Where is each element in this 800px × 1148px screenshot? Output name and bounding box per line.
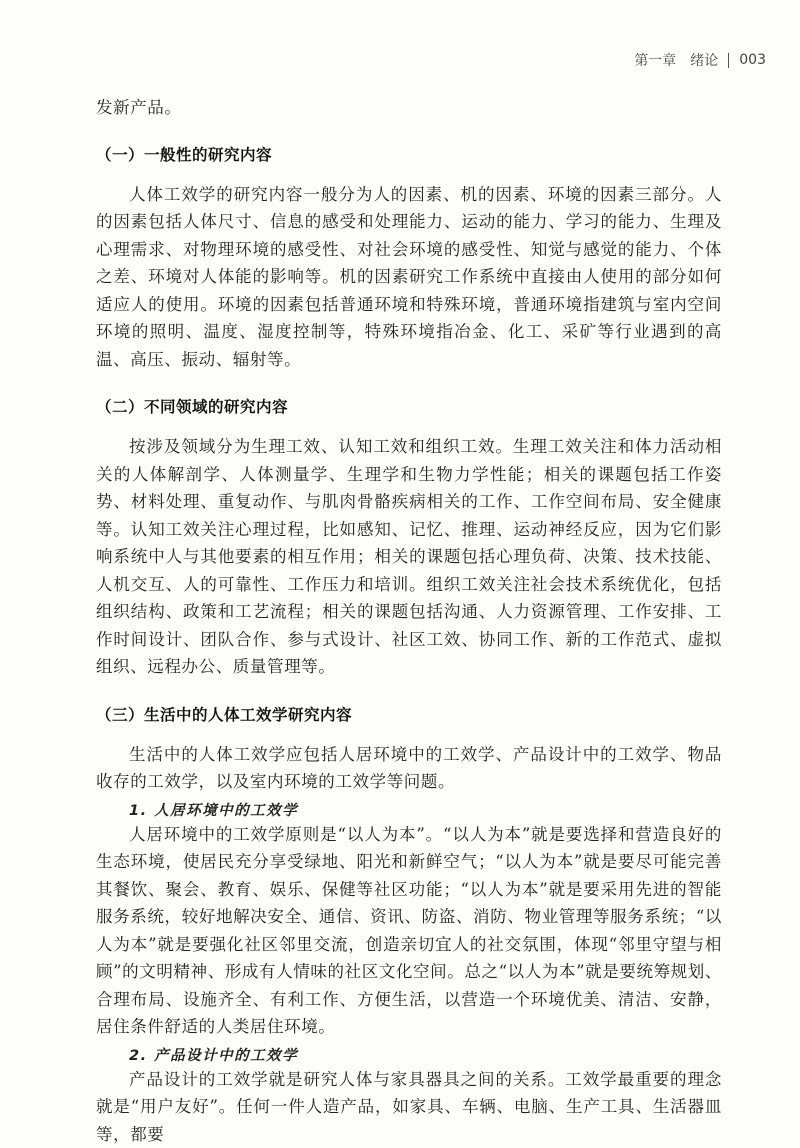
running-header [634, 50, 766, 70]
paragraph-general: 人体工效学的研究内容一般分为人的因素、机的因素、环境的因素三部分。人的因素包括人体尺寸、信息的感受和处理能力、运动的能力、学习的能力、生理及心理需求、对物理环境的感受性、对社会环境的感受性、知觉与感觉的能力、个体之差、环境对人体能的影响等。机的因素研究工作系统中直接由人使用的部分如何适应人的使用。环境的因素包括普通环境和特殊环境，普通环境指建筑与室内空间环境的照明、温度、湿度控制等，特殊环境指冶金、化工、采矿等行业遇到的高温、高压、振动、辐射等。 [96, 181, 722, 374]
subheading-product-design: 2. 产品设计中的工效学 [96, 1044, 722, 1065]
paragraph-daily-life: 生活中的人体工效学应包括人居环境中的工效学、产品设计中的工效学、物品收存的工效学，以及室内环境的工效学等问题。 [96, 741, 722, 796]
page-body [96, 94, 722, 1148]
subheading-living-environment: 1. 人居环境中的工效学 [96, 799, 722, 820]
continuation-line: 发新产品。 [96, 94, 722, 122]
section-heading-domains: （二）不同领域的研究内容 [96, 395, 722, 417]
page-number: 003 [739, 52, 766, 68]
paragraph-living-environment: 人居环境中的工效学原则是“以人为本”。“以人为本”就是要选择和营造良好的生态环境，使居民充分享受绿地、阳光和新鲜空气；“以人为本”就是要尽可能完善其餐饮、聚会、教育、娱乐、保健等社区功能；“以人为本”就是要采用先进的智能服务系统，较好地解决安全、通信、资讯、防盗、消防、物业管理等服务系统；“以人为本”就是要强化社区邻里交流，创造亲切宜人的社交氛围，体现“邻里守望与相顾”的文明精神、形成有人情味的社区文化空间。总之“以人为本”就是要统筹规划、合理布局、设施齐全、有利工作、方便生活，以营造一个环境优美、清洁、安静，居住条件舒适的人类居住环境。 [96, 821, 722, 1041]
header-divider [728, 53, 729, 68]
chapter-title: 第一章 绪论 [634, 50, 718, 70]
section-heading-general: （一）一般性的研究内容 [96, 143, 722, 165]
paragraph-domains: 按涉及领域分为生理工效、认知工效和组织工效。生理工效关注和体力活动相关的人体解剖学、人体测量学、生理学和生物力学性能；相关的课题包括工作姿势、材料处理、重复动作、与肌肉骨骼疾病相关的工作、工作空间布局、安全健康等。认知工效关注心理过程，比如感知、记忆、推理、运动神经反应，因为它们影响系统中人与其他要素的相互作用；相关的课题包括心理负荷、决策、技术技能、人机交互、人的可靠性、工作压力和培训。组织工效关注社会技术系统优化，包括组织结构、政策和工艺流程；相关的课题包括沟通、人力资源管理、工作安排、工作时间设计、团队合作、参与式设计、社区工效、协同工作、新的工作范式、虚拟组织、远程办公、质量管理等。 [96, 433, 722, 681]
paragraph-product-design: 产品设计的工效学就是研究人体与家具器具之间的关系。工效学最重要的理念就是“用户友好”。任何一件人造产品，如家具、车辆、电脑、生产工具、生活器皿等，都要 [96, 1066, 722, 1148]
section-heading-daily-life: （三）生活中的人体工效学研究内容 [96, 703, 722, 725]
